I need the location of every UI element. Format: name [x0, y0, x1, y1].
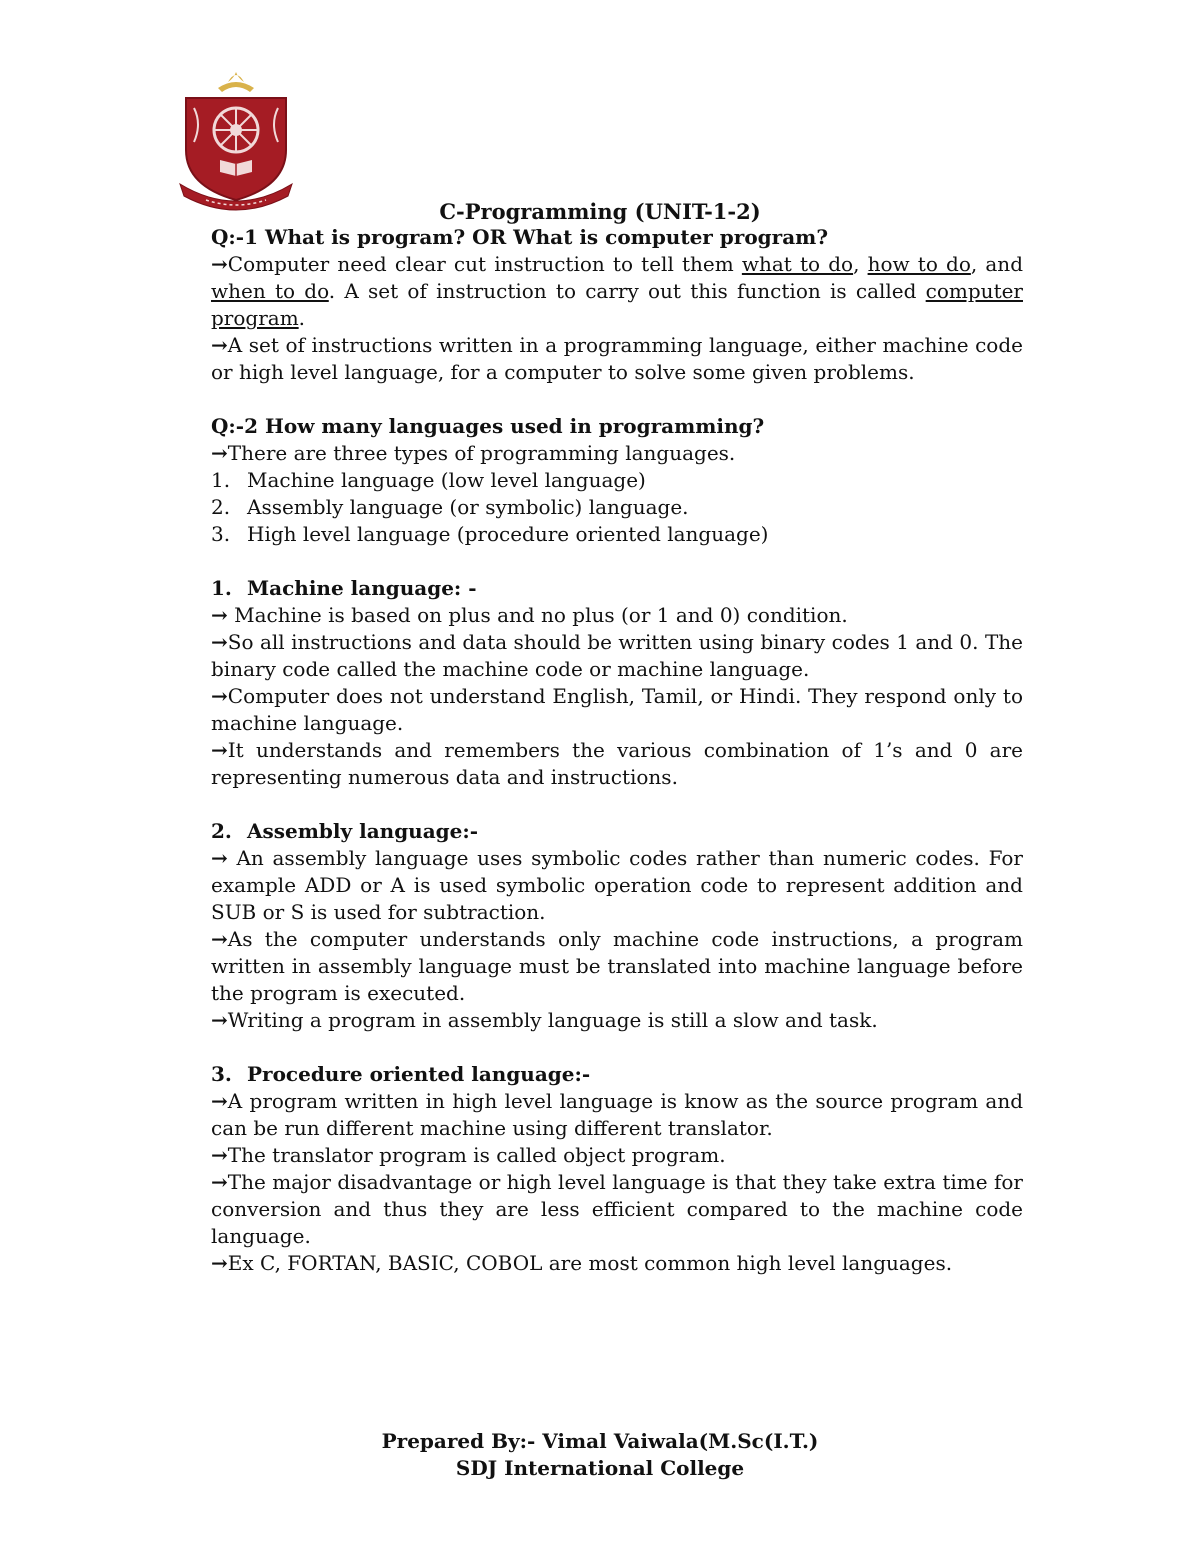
section-heading-procedure-oriented-language: 3. Procedure oriented language:-: [211, 1062, 591, 1086]
question-1-heading: Q:-1 What is program? OR What is computer program?: [211, 225, 829, 249]
section-point: →The major disadvantage or high level language is that they take extra time for conversion and thus they are less efficient compared to the machine code language.: [211, 1170, 1023, 1248]
footer-college: SDJ International College: [455, 1456, 745, 1480]
arrow-icon: →: [211, 1170, 228, 1194]
q2-intro: →There are three types of programming languages.: [211, 441, 736, 465]
arrow-icon: →: [211, 441, 228, 465]
list-item: 2. Assembly language (or symbolic) language.: [211, 495, 689, 519]
section-point: →As the computer understands only machine code instructions, a program written in assembly language must be translated into machine language before the program is executed.: [211, 927, 1023, 1005]
arrow-icon: →: [211, 684, 228, 708]
section-point: →Ex C, FORTAN, BASIC, COBOL are most common high level languages.: [211, 1251, 953, 1275]
arrow-icon: →: [211, 603, 228, 627]
q1-paragraph-2: →A set of instructions written in a programming language, either machine code or high level language, for a computer to solve some given problems.: [211, 333, 1023, 384]
section-point: →So all instructions and data should be written using binary codes 1 and 0. The binary code called the machine code or machine language.: [211, 630, 1023, 681]
section-point: → Machine is based on plus and no plus (or 1 and 0) condition.: [211, 603, 848, 627]
footer-author: Prepared By:- Vimal Vaiwala(M.Sc(I.T.): [381, 1429, 819, 1453]
arrow-icon: →: [211, 1008, 228, 1032]
section-point: → An assembly language uses symbolic codes rather than numeric codes. For example ADD or A is used symbolic operation code to represent addition and SUB or S is used for subtraction.: [211, 846, 1023, 924]
list-item: 3. High level language (procedure oriented language): [211, 522, 769, 546]
arrow-icon: →: [211, 333, 228, 357]
list-item: 1. Machine language (low level language): [211, 468, 646, 492]
section-point: →The translator program is called object program.: [211, 1143, 726, 1167]
question-2-heading: Q:-2 How many languages used in programming?: [211, 414, 765, 438]
document-title: C-Programming (UNIT-1-2): [439, 199, 761, 224]
arrow-icon: →: [211, 738, 228, 762]
language-types-list: [211, 467, 1023, 548]
arrow-icon: →: [211, 1143, 228, 1167]
arrow-icon: →: [211, 252, 228, 276]
section-heading-assembly-language: 2. Assembly language:-: [211, 819, 479, 843]
section-point: →It understands and remembers the various combination of 1’s and 0 are representing numerous data and instructions.: [211, 738, 1023, 789]
college-crest-icon: [176, 68, 296, 216]
arrow-icon: →: [211, 630, 228, 654]
arrow-icon: →: [211, 1251, 228, 1275]
arrow-icon: →: [211, 846, 228, 870]
section-point: →A program written in high level language is know as the source program and can be run different machine using different translator.: [211, 1089, 1023, 1140]
footer: [0, 1428, 1200, 1482]
section-heading-machine-language: 1. Machine language: -: [211, 576, 477, 600]
section-point: →Computer does not understand English, Tamil, or Hindi. They respond only to machine language.: [211, 684, 1023, 735]
arrow-icon: →: [211, 927, 228, 951]
section-point: →Writing a program in assembly language is still a slow and task.: [211, 1008, 878, 1032]
document-body: [211, 224, 1023, 1277]
arrow-icon: →: [211, 1089, 228, 1113]
q1-paragraph-1: →Computer need clear cut instruction to tell them what to do, how to do, and when to do. A set of instruction to carry out this function is called computer program.: [211, 252, 1023, 330]
